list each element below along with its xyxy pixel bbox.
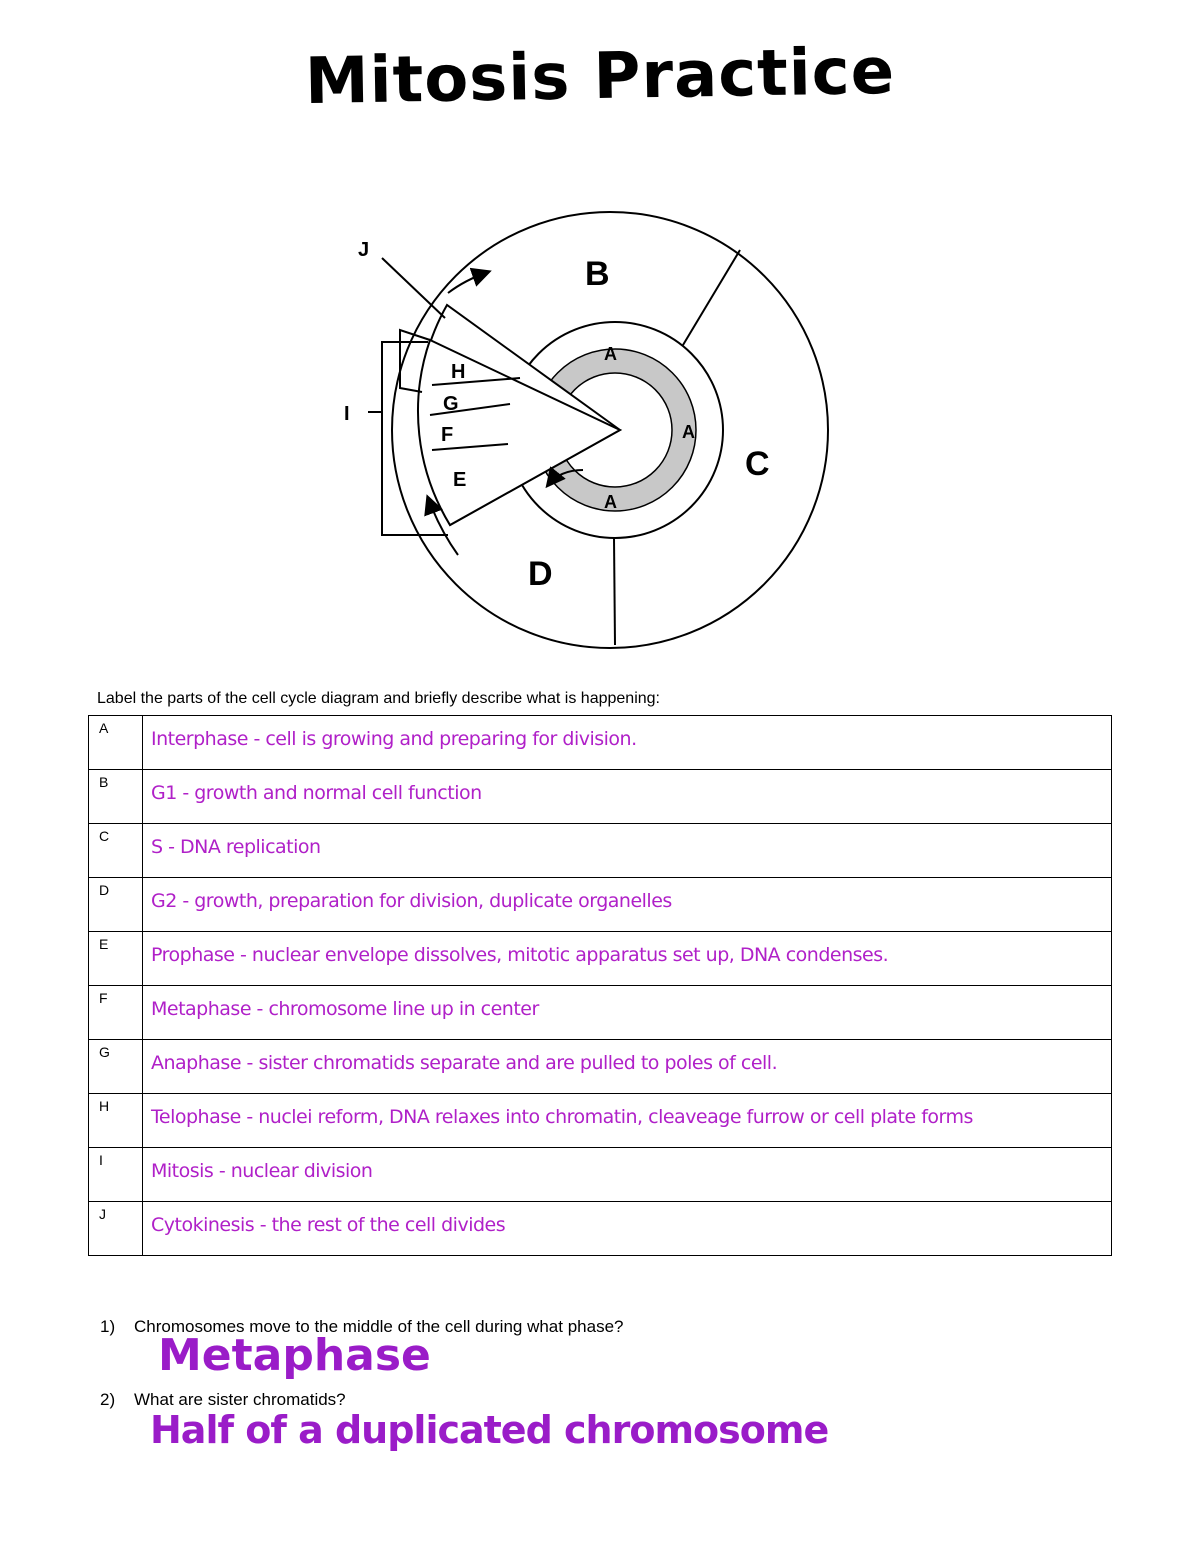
table-row (89, 932, 1112, 986)
table-row (89, 878, 1112, 932)
label-a-bottom: A (604, 492, 617, 512)
divider-cd (614, 538, 615, 645)
question-number: 2) (100, 1390, 116, 1409)
pointer-j (382, 258, 445, 318)
instructions: Label the parts of the cell cycle diagram and briefly describe what is happening: (97, 690, 660, 707)
label-a-top: A (604, 344, 617, 364)
divider-bc (683, 250, 740, 345)
label-a-right: A (682, 422, 695, 442)
table-row (89, 716, 1112, 770)
row-answer[interactable]: Mitosis - nuclear division (143, 1148, 1112, 1202)
row-key: F (89, 986, 143, 1040)
arrow-top (448, 272, 488, 293)
row-answer[interactable]: S - DNA replication (143, 824, 1112, 878)
row-key: D (89, 878, 143, 932)
cell-cycle-diagram (320, 205, 860, 665)
label-d: D (528, 555, 553, 593)
row-key: H (89, 1094, 143, 1148)
row-key: C (89, 824, 143, 878)
label-e: E (453, 469, 467, 491)
table-row (89, 824, 1112, 878)
table-row (89, 1148, 1112, 1202)
row-key: B (89, 770, 143, 824)
row-key: G (89, 1040, 143, 1094)
answer-table (88, 715, 1112, 1256)
question-number: 1) (100, 1317, 116, 1336)
question-text: Chromosomes move to the middle of the cell during what phase? (134, 1317, 624, 1336)
label-i: I (344, 403, 350, 425)
row-answer[interactable]: G1 - growth and normal cell function (143, 770, 1112, 824)
row-answer[interactable]: G2 - growth, preparation for division, duplicate organelles (143, 878, 1112, 932)
row-answer[interactable]: Prophase - nuclear envelope dissolves, mitotic apparatus set up, DNA condenses. (143, 932, 1112, 986)
row-answer[interactable]: Metaphase - chromosome line up in center (143, 986, 1112, 1040)
label-b: B (585, 255, 610, 293)
row-answer[interactable]: Interphase - cell is growing and preparing for division. (143, 716, 1112, 770)
question-2 (100, 1390, 346, 1410)
row-answer[interactable]: Anaphase - sister chromatids separate and are pulled to poles of cell. (143, 1040, 1112, 1094)
table-row (89, 770, 1112, 824)
table-row (89, 1094, 1112, 1148)
page-title: Mitosis Practice (304, 34, 896, 120)
row-key: I (89, 1148, 143, 1202)
row-key: J (89, 1202, 143, 1256)
row-answer[interactable]: Telophase - nuclei reform, DNA relaxes into chromatin, cleaveage furrow or cell plate forms (143, 1094, 1112, 1148)
row-answer[interactable]: Cytokinesis - the rest of the cell divides (143, 1202, 1112, 1256)
answer-1[interactable]: Metaphase (158, 1330, 431, 1381)
row-key: A (89, 716, 143, 770)
label-f: F (441, 424, 454, 446)
table-row (89, 1040, 1112, 1094)
label-c: C (745, 445, 770, 483)
row-key: E (89, 932, 143, 986)
question-text: What are sister chromatids? (134, 1390, 346, 1409)
label-h: H (451, 361, 466, 383)
label-j: J (358, 239, 370, 261)
label-g: G (443, 393, 459, 415)
table-row (89, 986, 1112, 1040)
answer-2[interactable]: Half of a duplicated chromosome (150, 1408, 829, 1452)
table-row (89, 1202, 1112, 1256)
